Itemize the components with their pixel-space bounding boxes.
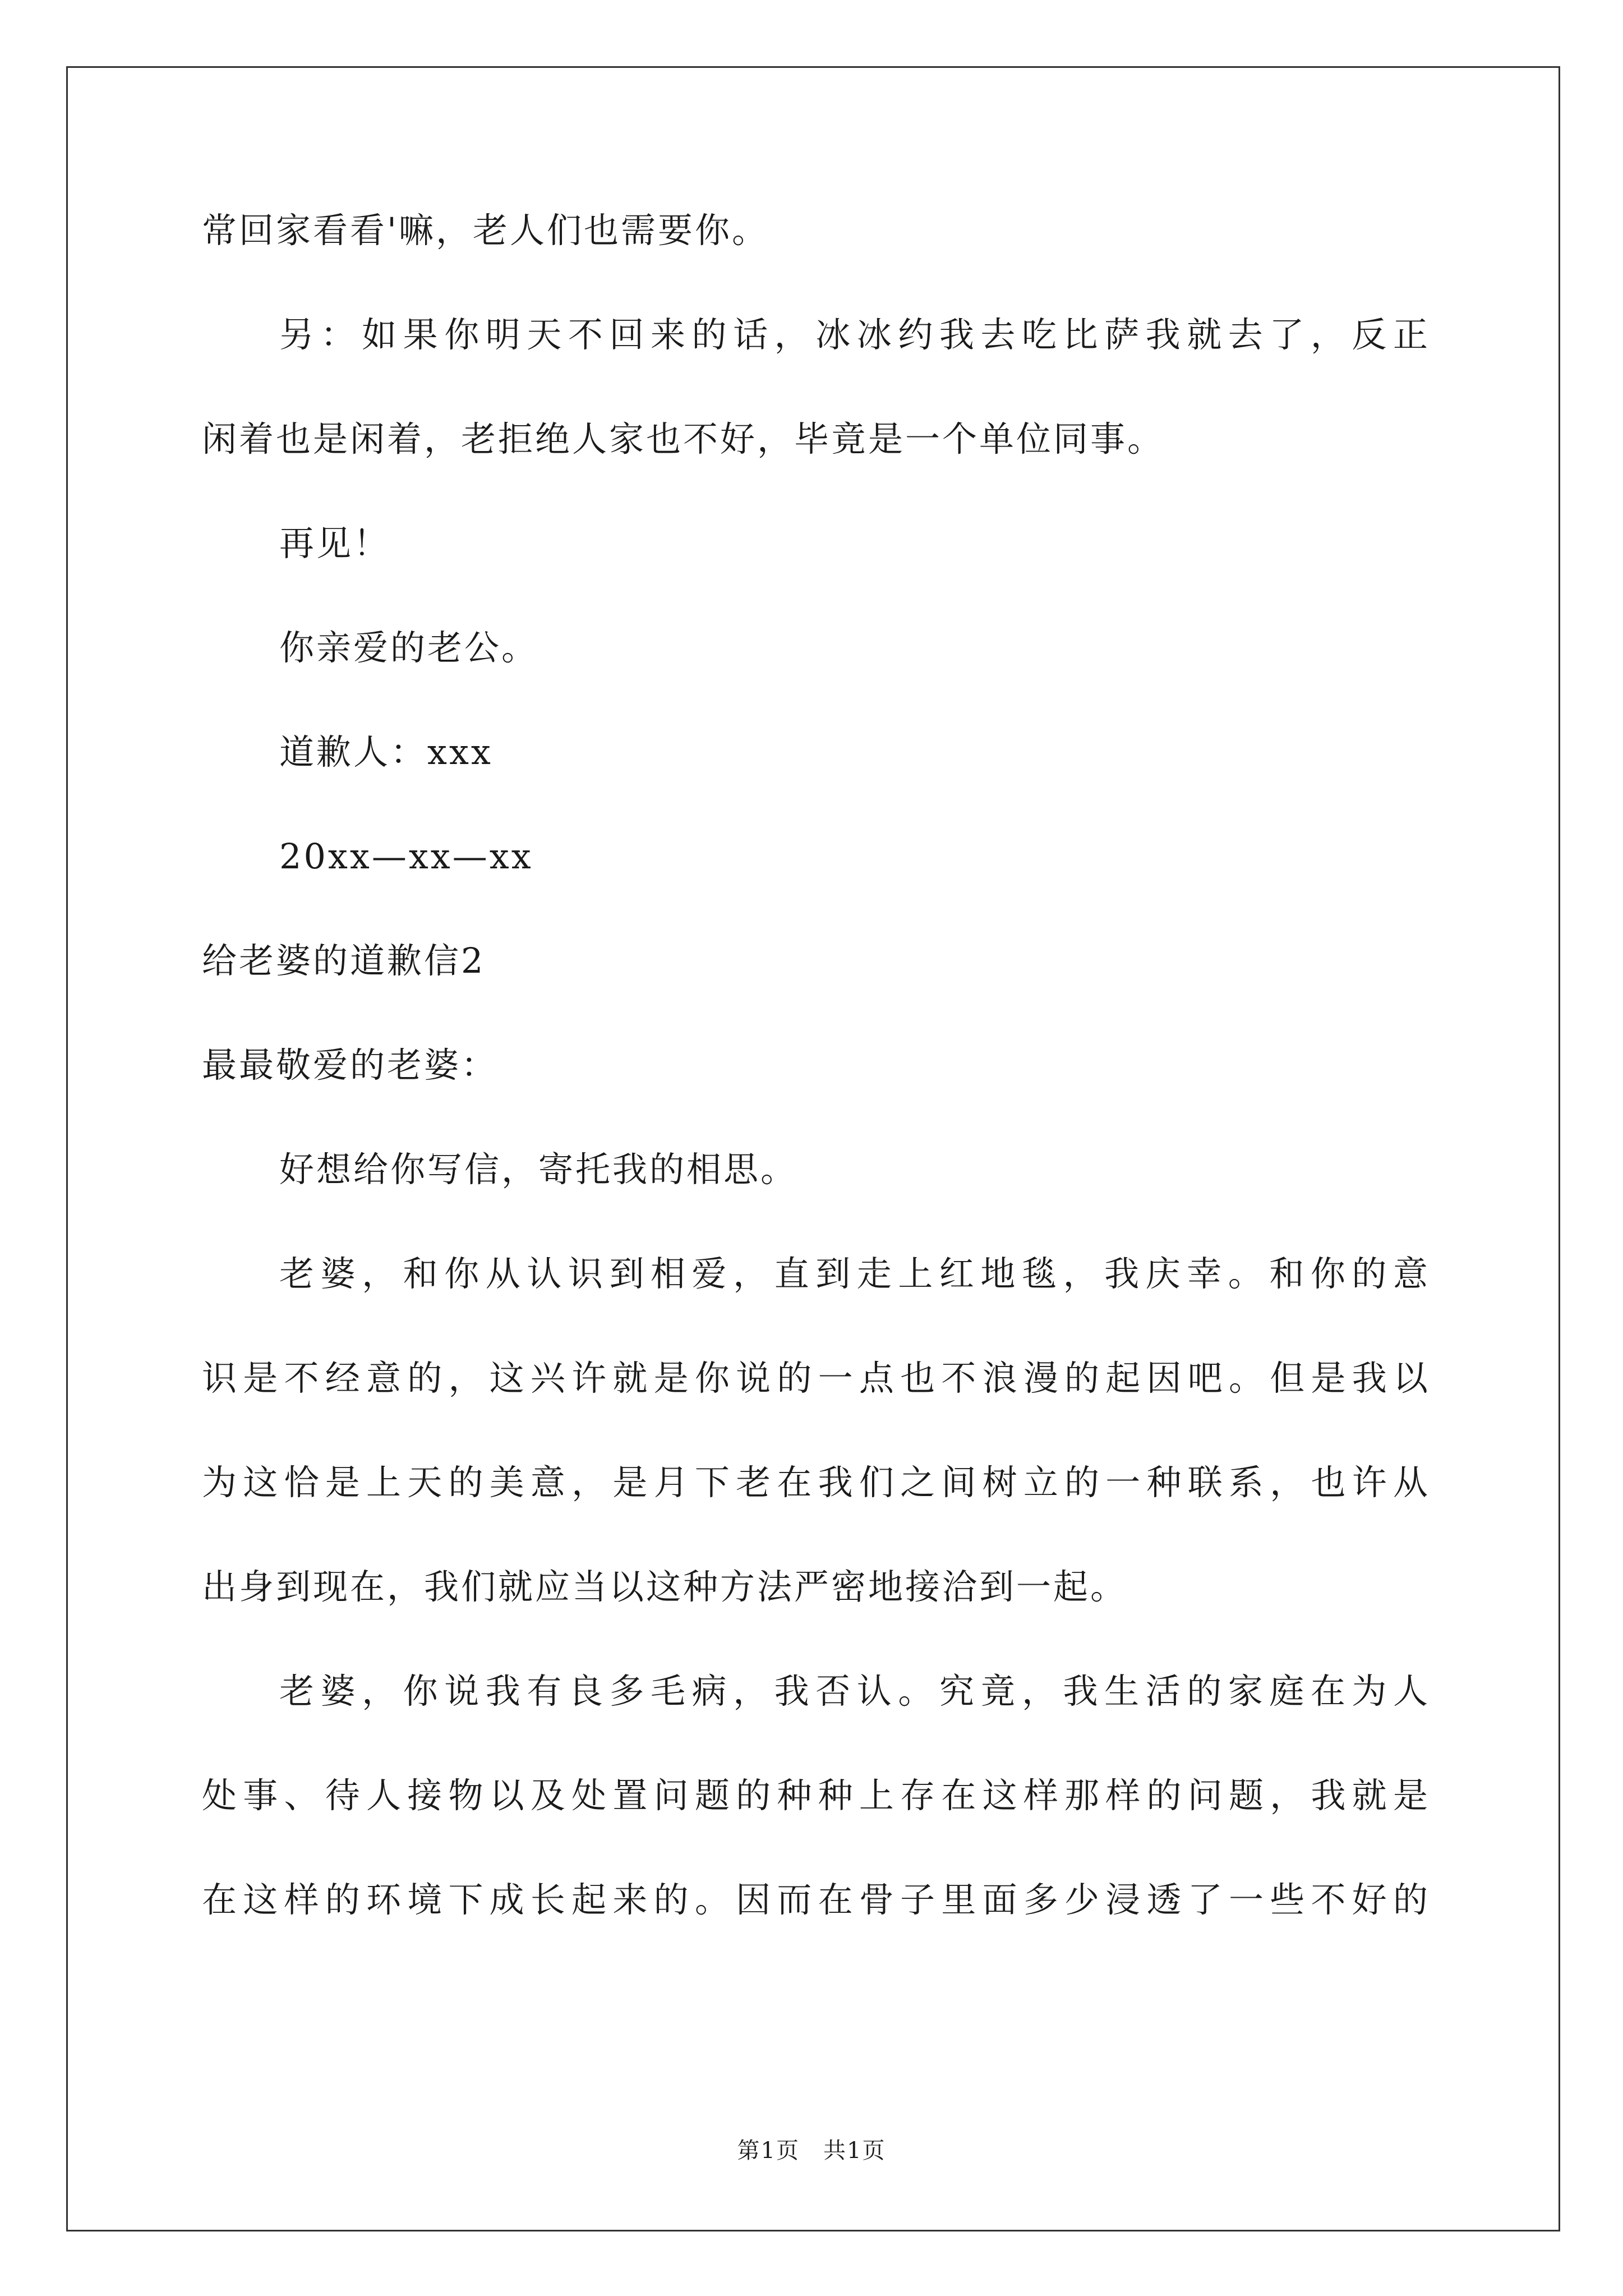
- salutation: 最最敬爱的老婆：: [202, 1045, 499, 1085]
- paragraph: [202, 210, 1430, 251]
- text-line: 老婆，和你从认识到相爱，直到走上红地毯，我庆幸。和你的意: [279, 1253, 1430, 1294]
- paragraph: [202, 314, 1430, 459]
- text-line: 常回家看看'嘛，老人们也需要你。: [202, 210, 769, 251]
- text-line: 识是不经意的，这兴许就是你说的一点也不浪漫的起因吧。但是我以: [202, 1358, 1430, 1398]
- signature-line: 道歉人：xxx: [279, 731, 493, 772]
- paragraph: [202, 836, 1430, 877]
- text-line: 另：如果你明天不回来的话，冰冰约我去吃比萨我就去了，反正: [279, 314, 1430, 355]
- text-line: 处事、待人接物以及处置问题的种种上存在这样那样的问题，我就是: [202, 1775, 1430, 1816]
- page-number: 第1页 共1页: [737, 2138, 886, 2164]
- text-line: 你亲爱的老公。: [279, 627, 539, 668]
- text-line: 老婆，你说我有良多毛病，我否认。究竟，我生活的家庭在为人: [279, 1671, 1430, 1711]
- text-line: 为这恰是上天的美意，是月下老在我们之间树立的一种联系，也许从: [202, 1462, 1430, 1503]
- paragraph: [202, 627, 1430, 668]
- paragraph: [202, 1253, 1430, 1607]
- text-line: 出身到现在，我们就应当以这种方法严密地接洽到一起。: [202, 1566, 1128, 1607]
- text-line: 好想给你写信，寄托我的相思。: [279, 1149, 798, 1190]
- text-line: 闲着也是闲着，老拒绝人家也不好，毕竟是一个单位同事。: [202, 418, 1165, 459]
- document-body: [202, 210, 1430, 1987]
- text-line: 再见！: [279, 523, 391, 564]
- paragraph: [202, 1149, 1430, 1190]
- text-line: 在这样的环境下成长起来的。因而在骨子里面多少浸透了一些不好的: [202, 1879, 1430, 1920]
- date-line: 20xx—xx—xx: [279, 836, 533, 877]
- paragraph: [202, 1671, 1430, 1920]
- section-title: 给老婆的道歉信2: [202, 940, 486, 981]
- paragraph: [202, 731, 1430, 772]
- paragraph: [202, 940, 1430, 981]
- paragraph: [202, 523, 1430, 564]
- paragraph: [202, 1045, 1430, 1085]
